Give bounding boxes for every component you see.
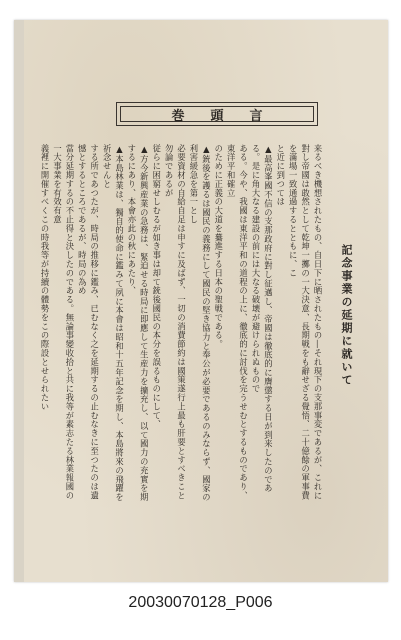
paragraph: 當分延期するの不止得と決したのである。無論事變收拾と共に我等が素志たる林業報國の一大事業を有效有意 xyxy=(52,144,75,500)
header-title: 巻頭言 xyxy=(171,108,289,124)
paragraph: ▲本島林業は、獨自的使命に鑑みて夙に本會は昭和十五年記念を期し、本島將來の飛躍を祈念せんと xyxy=(102,144,125,502)
page-edge xyxy=(14,20,24,582)
article-heading: 記念事業の延期に就いて xyxy=(340,244,353,387)
paragraph: 義裡に開催すべくこの時我等が持續の體勢をこの際設とせられたい xyxy=(40,144,51,411)
paragraph: ▲方今新興産業の急務は、緊迫せる時局に即應して生産力を擴充し、以て國力の充實を期するにあり、本會亦此の秋にあたり、 xyxy=(126,144,150,502)
image-caption: 20030070128_P006 xyxy=(128,594,273,611)
paragraph: 従らに困窮せしむるが如き事は却て銃後國民の本分を誤るものにして、 xyxy=(151,144,162,429)
paragraph: する所であつたが、時局の推移に鑑み、已むなく之を延期するの止むなきに至つたのは遺憾とするところであるが、時局の為め xyxy=(77,144,100,500)
paragraph: 必要資材の自給自足は申すに及ばず、一切の消費節約は國策遂行上最も肝要とすべきこと勿論であるが xyxy=(164,144,187,500)
paragraph: ▲最高峯國不信の支那政府に對し征邁し、帝國は徹底的に膺懲する日が到来したのである。是に角大なる建設の前には大なる破壊が避けられぬもので xyxy=(250,144,274,493)
paragraph: のために正義の大道を驀進する日本の聖戦である。 xyxy=(213,144,224,349)
article-body xyxy=(40,144,324,504)
header-frame xyxy=(116,102,318,126)
paragraph: ▲銃後を護るは國民の義務にして國民の堅き協力と奉公が必要であるのみならず、國家の利害緩急を第一とし xyxy=(188,144,212,502)
scanned-page xyxy=(14,20,388,582)
paragraph: ある。今や、我國は東洋平和の道程の上に、徹底的に討伐を完うせむとするものであり、東洋平和確立 xyxy=(226,144,249,500)
paragraph: と近に到つては xyxy=(275,144,286,207)
paragraph: 来るべき機想されたもの、自日下に晒されたもの―それ現下の支那事変であるが、これに對し帝國は敢然として乾坤一擲の一大決意、長期戦をも辭せざる覺悟、二十億餘の軍事費を滿場一致通過するとともに、こ xyxy=(288,144,323,500)
